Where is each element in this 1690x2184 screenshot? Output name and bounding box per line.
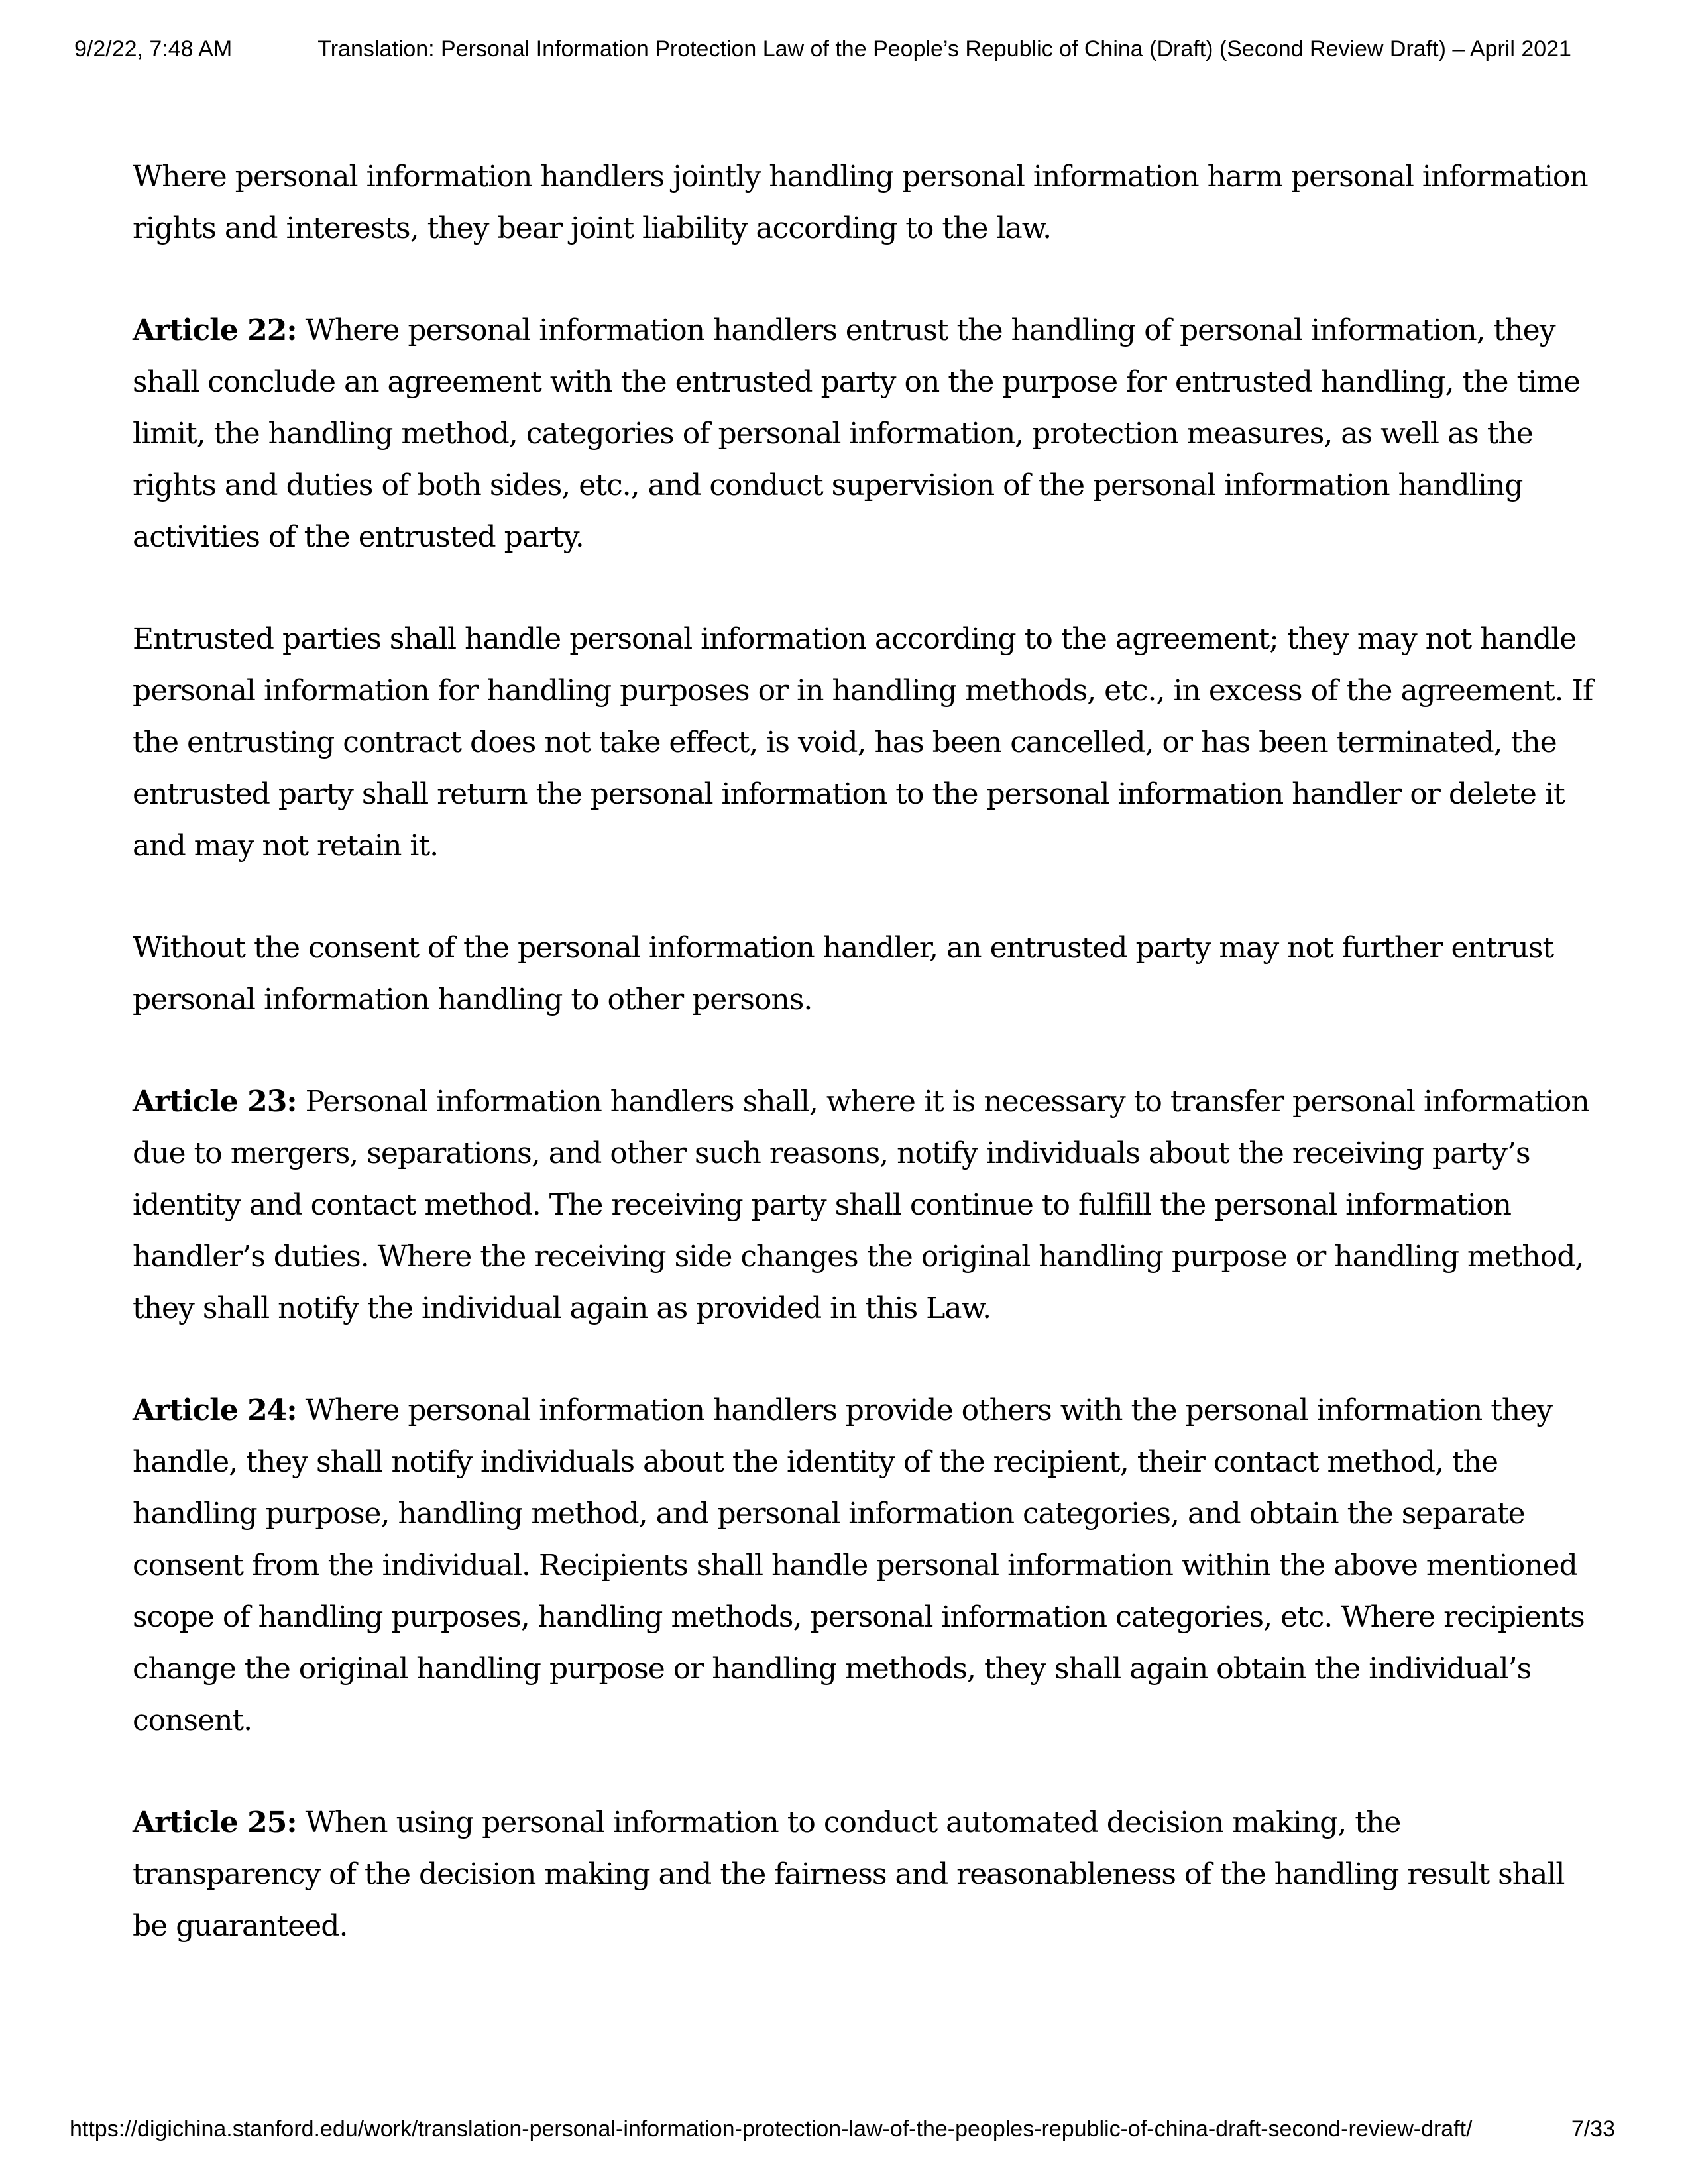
print-header [74, 36, 1617, 62]
print-datetime: 9/2/22, 7:48 AM [74, 36, 233, 62]
article-25-text: When using personal information to conduct automated decision making, the transparency of the decision making and the fairness and reasonableness of the handling result shall be guaranteed. [133, 1806, 1565, 1943]
article-24-text: Where personal information handlers provide others with the personal information they handle, they shall notify individuals about the identity of the recipient, their contact method, the handling purpose, handling method, and personal information categories, and obtain the separate consent from the individual. Recipients shall handle personal information within the above mentioned scope of handling purposes, handling methods, personal information categories, etc. Where recipients change the original handling purpose or handling methods, they shall again obtain the individual’s consent. [133, 1393, 1585, 1737]
print-footer [70, 2116, 1615, 2142]
paragraph-joint-liability [133, 151, 1594, 254]
paragraph-text: Entrusted parties shall handle personal information according to the agreement; they may not handle personal information for handling purposes or in handling methods, etc., in excess of the agreement. If the entrusting contract does not take effect, is void, has been cancelled, or has been terminated, the entrusted party shall return the personal information to the personal information handler or delete it and may not retain it. [133, 622, 1593, 863]
source-url: https://digichina.stanford.edu/work/translation-personal-information-protection-law-of-the-peoples-republic-of-china-draft-second-review-draft/ [70, 2116, 1473, 2142]
paragraph-text: Without the consent of the personal information handler, an entrusted party may not further entrust personal information handling to other persons. [133, 931, 1554, 1016]
document-title: Translation: Personal Information Protection Law of the People’s Republic of China (Draft) (Second Review Draft) – April 2021 [317, 36, 1571, 62]
article-25-paragraph [133, 1797, 1594, 1952]
article-24-paragraph [133, 1385, 1594, 1747]
article-22-paragraph [133, 305, 1594, 563]
article-23-text: Personal information handlers shall, where it is necessary to transfer personal information due to mergers, separations, and other such reasons, notify individuals about the receiving party’s identity and contact method. The receiving party shall continue to fulfill the personal information handler’s duties. Where the receiving side changes the original handling purpose or handling method, they shall notify the individual again as provided in this Law. [133, 1085, 1589, 1325]
paragraph-entrusted-parties [133, 614, 1594, 872]
paragraph-further-entrustment [133, 922, 1594, 1026]
document-body [133, 151, 1594, 2002]
article-24-label: Article 24: [133, 1393, 297, 1427]
article-25-label: Article 25: [133, 1806, 297, 1839]
paragraph-text: Where personal information handlers jointly handling personal information harm personal information rights and interests, they bear joint liability according to the law. [133, 160, 1588, 245]
article-23-label: Article 23: [133, 1085, 297, 1119]
page-number: 7/33 [1571, 2116, 1615, 2142]
article-22-text: Where personal information handlers entrust the handling of personal information, they shall conclude an agreement with the entrusted party on the purpose for entrusted handling, the time limit, the handling method, categories of personal information, protection measures, as well as the rights and duties of both sides, etc., and conduct supervision of the personal information handling activities of the entrusted party. [133, 313, 1581, 554]
article-23-paragraph [133, 1076, 1594, 1335]
article-22-label: Article 22: [133, 313, 297, 347]
